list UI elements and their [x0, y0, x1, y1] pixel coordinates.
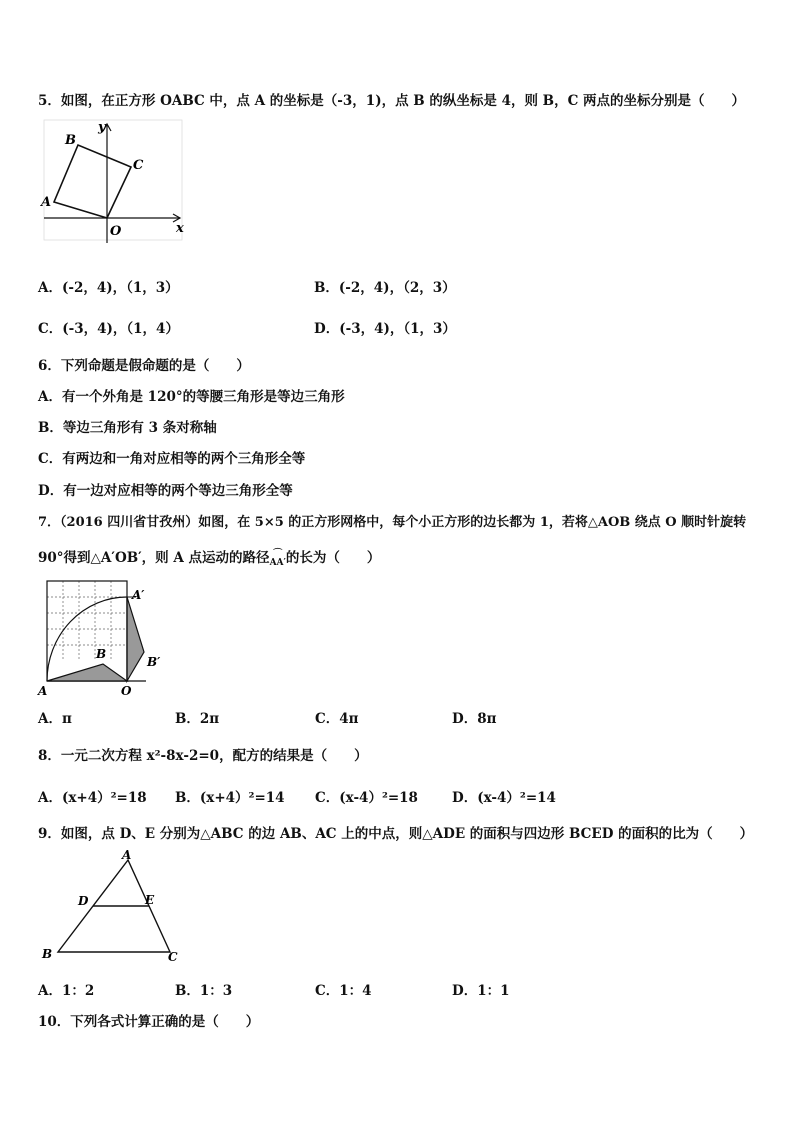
- q9-option-c[interactable]: C．1：4: [315, 983, 372, 999]
- label-c: C: [168, 950, 178, 964]
- q7-stem-line2: [38, 546, 380, 568]
- label-d: D: [78, 894, 89, 908]
- q8-option-a[interactable]: A．(x+4）²=18: [38, 790, 147, 806]
- q7-arc-label: ⌒ AA′: [269, 548, 286, 568]
- q8-stem: 8．一元二次方程 x²-8x-2=0，配方的结果是（ ）: [38, 748, 368, 764]
- q7-arc-label-text: AA′: [269, 557, 286, 568]
- q7-stem-line2-a: 90°得到△A′OB′，则 A 点运动的路径: [38, 550, 270, 566]
- label-y: y: [98, 120, 106, 135]
- q8-option-b[interactable]: B．(x+4）²=14: [175, 790, 285, 806]
- q7-option-b[interactable]: B．2π: [175, 711, 220, 727]
- q6-stem: 6．下列命题是假命题的是（ ）: [38, 358, 250, 374]
- label-a: A: [122, 848, 132, 862]
- q9-option-a[interactable]: A．1：2: [38, 983, 95, 999]
- q7-option-a[interactable]: A．π: [38, 711, 72, 727]
- label-c: C: [133, 158, 144, 173]
- q5-option-b[interactable]: B．(-2，4)，（2，3）: [314, 280, 456, 296]
- label-b: B: [42, 947, 53, 961]
- q7-stem-line1: 7．（2016 四川省甘孜州）如图，在 5×5 的正方形网格中，每个小正方形的边长都为 1，若将△AOB 绕点 O 顺时针旋转: [38, 515, 747, 530]
- q5-option-c[interactable]: C．(-3，4)，（1，4）: [38, 321, 179, 337]
- triangle-a-prime-ob-prime: [127, 597, 144, 681]
- q6-option-a[interactable]: A．有一个外角是 120°的等腰三角形是等边三角形: [38, 389, 345, 405]
- label-a: A: [38, 684, 48, 698]
- q5-figure: [40, 118, 200, 243]
- label-a: A: [41, 195, 52, 210]
- q9-figure: [38, 848, 188, 966]
- q7-option-c[interactable]: C．4π: [315, 711, 359, 727]
- q7-stem-line2-b: 的长为（ ）: [285, 550, 381, 566]
- label-b: B: [96, 647, 107, 661]
- grid: [47, 581, 127, 661]
- q9-option-b[interactable]: B．1：3: [175, 983, 233, 999]
- q6-option-c[interactable]: C．有两边和一角对应相等的两个三角形全等: [38, 451, 306, 467]
- q5-option-a[interactable]: A．(-2，4)，（1，3）: [38, 280, 179, 296]
- q5-option-d[interactable]: D．(-3，4)，（1，3）: [314, 321, 456, 337]
- q10-stem: 10．下列各式计算正确的是（ ）: [38, 1014, 260, 1030]
- label-o: O: [121, 684, 132, 698]
- q6-option-d[interactable]: D．有一边对应相等的两个等边三角形全等: [38, 483, 293, 499]
- q8-option-d[interactable]: D．(x-4）²=14: [452, 790, 556, 806]
- square-oabc: [54, 145, 131, 218]
- q8-option-c[interactable]: C．(x-4）²=18: [315, 790, 418, 806]
- q6-option-b[interactable]: B．等边三角形有 3 条对称轴: [38, 420, 217, 436]
- label-b-prime: B′: [147, 655, 161, 669]
- q7-figure: [36, 578, 166, 698]
- label-o: O: [110, 224, 122, 239]
- q5-stem: 5．如图，在正方形 OABC 中，点 A 的坐标是（-3，1)，点 B 的纵坐标是 4，则 B，C 两点的坐标分别是（ ）: [38, 93, 746, 109]
- q7-option-d[interactable]: D．8π: [452, 711, 497, 727]
- triangle-aob: [47, 664, 127, 681]
- label-a-prime: A′: [132, 588, 145, 602]
- label-b: B: [65, 133, 76, 148]
- q9-option-d[interactable]: D．1：1: [452, 983, 510, 999]
- label-x: x: [176, 221, 184, 236]
- q9-stem: 9．如图，点 D、E 分别为△ABC 的边 AB、AC 上的中点，则△ADE 的面积与四边形 BCED 的面积的比为（ ）: [38, 826, 754, 842]
- label-e: E: [145, 893, 155, 907]
